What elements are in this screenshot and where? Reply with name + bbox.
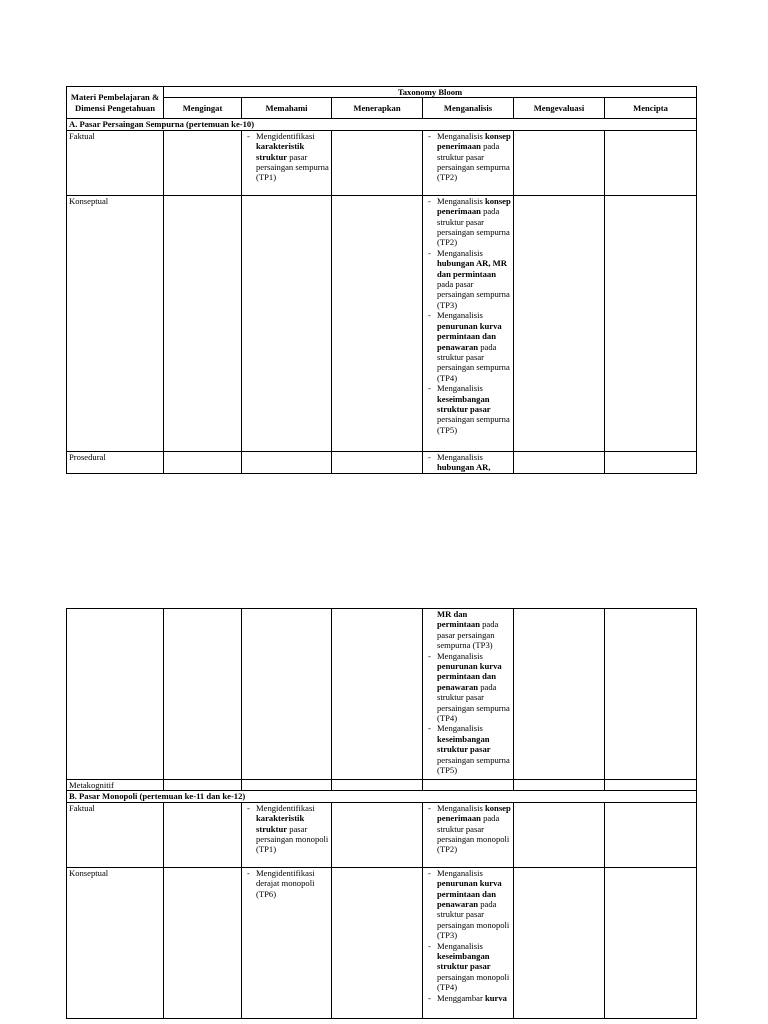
- objective-post: pada struktur pasar persaingan sempurna (TP4): [437, 681, 510, 724]
- objective-bold: karakteristik struktur: [256, 141, 305, 162]
- cell-a-prosedural-cont-mengingat: [164, 609, 242, 780]
- objective-post: persaingan monopoli (TP4): [437, 971, 510, 993]
- cell-a-metakognitif-menganalisis: [423, 780, 514, 791]
- objective-item: [425, 651, 511, 724]
- cell-b-konseptual-menerapkan: [332, 867, 423, 1018]
- objective-pre: Menganalisis: [437, 195, 485, 206]
- objective-pre: Menganalisis: [437, 802, 485, 813]
- cell-a-prosedural-cont-mencipta: [605, 609, 697, 780]
- cell-a-metakognitif-mencipta: [605, 780, 697, 791]
- cell-a-faktual-menerapkan: [332, 130, 423, 195]
- objective-post: pada struktur pasar persaingan monopoli (TP2): [437, 813, 510, 855]
- objective-bold: penurunan kurva permintaan dan penawaran: [437, 320, 502, 352]
- objective-item: [425, 196, 511, 248]
- objective-bold: keseimbangan struktur pasar: [437, 951, 491, 972]
- cell-b-faktual-menganalisis: [423, 802, 514, 867]
- objective-item: [425, 868, 511, 941]
- objective-pre: Menganalisis: [437, 867, 483, 878]
- objective-pre: Menganalisis: [437, 451, 483, 462]
- objective-item: [425, 310, 511, 383]
- cell-a-prosedural-cont-menganalisis: [423, 609, 514, 780]
- objective-item: [425, 248, 511, 310]
- objective-item: [244, 131, 329, 183]
- objective-bold: keseimbangan struktur pasar: [437, 733, 491, 755]
- cell-a-prosedural-mengevaluasi: [514, 451, 605, 473]
- objective-bold: konsep penerimaan: [437, 130, 511, 152]
- objective-pre: Menganalisis: [437, 650, 483, 661]
- cell-a-prosedural-cont-mengevaluasi: [514, 609, 605, 780]
- cell-a-prosedural-cont-menerapkan: [332, 609, 423, 780]
- objective-pre: Menggambar: [437, 992, 485, 1003]
- objective-post: pada struktur pasar persaingan monopoli (TP3): [437, 899, 510, 941]
- cell-a-prosedural-mencipta: [605, 451, 697, 473]
- header-menerapkan: Menerapkan: [332, 98, 423, 119]
- objective-bold: hubungan AR,: [437, 462, 491, 473]
- objective-post: pada pasar persaingan sempurna (TP3): [437, 279, 510, 310]
- cell-a-faktual-mencipta: [605, 130, 697, 195]
- objective-pre: Menganalisis: [437, 383, 483, 394]
- objective-post: pada pasar persaingan sempurna (TP3): [437, 619, 499, 651]
- cell-b-faktual-mengingat: [164, 802, 242, 867]
- cell-a-konseptual-mengevaluasi: [514, 195, 605, 451]
- objective-pre: Menganalisis: [437, 247, 483, 258]
- objective-item: [425, 383, 511, 435]
- cell-b-konseptual-mengevaluasi: [514, 867, 605, 1018]
- objective-pre: Mengidentifikasi: [256, 130, 315, 141]
- objective-post: pasar persaingan monopoli (TP1): [256, 823, 329, 855]
- objective-item: [425, 941, 511, 993]
- objective-bold: keseimbangan struktur pasar: [437, 393, 491, 414]
- objective-post: pada struktur pasar persaingan sempurna (TP2): [437, 206, 510, 248]
- objective-bold: penurunan kurva permintaan dan penawaran: [437, 878, 502, 910]
- cell-b-konseptual-mencipta: [605, 867, 697, 1018]
- cell-a-metakognitif-menerapkan: [332, 780, 423, 791]
- objective-post: pada struktur pasar persaingan sempurna (TP4): [437, 341, 510, 383]
- objective-bold: hubungan AR, MR dan permintaan: [437, 258, 507, 279]
- objective-bold: kurva: [484, 992, 507, 1003]
- bloom-table-part-2: [66, 608, 697, 1019]
- cell-a-faktual-mengingat: [164, 130, 242, 195]
- cell-a-prosedural-menganalisis: [423, 451, 514, 473]
- cell-b-faktual-menerapkan: [332, 802, 423, 867]
- dimension-konseptual: Konseptual: [67, 195, 164, 451]
- objective-bold: MR dan permintaan: [437, 609, 480, 630]
- header-mencipta: Mencipta: [605, 98, 697, 119]
- dimension-prosedural: Prosedural: [67, 451, 164, 473]
- dimension-konseptual-b: Konseptual: [67, 867, 164, 1018]
- objective-item: [244, 868, 329, 899]
- cell-b-faktual-mengevaluasi: [514, 802, 605, 867]
- objective-item: [425, 452, 511, 473]
- cell-a-prosedural-cont-memahami: [242, 609, 332, 780]
- cell-a-prosedural-memahami: [242, 451, 332, 473]
- objective-pre: Menganalisis: [437, 130, 485, 141]
- objective-pre: Menganalisis: [437, 310, 483, 321]
- cell-a-konseptual-memahami: [242, 195, 332, 451]
- cell-a-prosedural-cont-dimension: [67, 609, 164, 780]
- header-mengingat: Mengingat: [164, 98, 242, 119]
- objective-item: [244, 803, 329, 855]
- objective-item: [425, 993, 511, 1003]
- objective-pre: Menganalisis: [437, 723, 483, 734]
- header-mengevaluasi: Mengevaluasi: [514, 98, 605, 119]
- objective-pre: Mengidentifikasi: [256, 802, 315, 813]
- cell-a-metakognitif-memahami: [242, 780, 332, 791]
- objective-pre: Menganalisis: [437, 940, 483, 951]
- dimension-metakognitif: Metakognitif: [67, 780, 164, 791]
- section-a-title: A. Pasar Persaingan Sempurna (pertemuan ke-10): [67, 119, 697, 130]
- cell-a-faktual-memahami: [242, 130, 332, 195]
- cell-b-faktual-memahami: [242, 802, 332, 867]
- cell-a-faktual-mengevaluasi: [514, 130, 605, 195]
- cell-a-konseptual-menerapkan: [332, 195, 423, 451]
- objective-item: [425, 803, 511, 855]
- header-materi: Materi Pembelajaran & Dimensi Pengetahuan: [67, 87, 164, 119]
- cell-b-konseptual-memahami: [242, 867, 332, 1018]
- cell-a-faktual-menganalisis: [423, 130, 514, 195]
- header-menganalisis: Menganalisis: [423, 98, 514, 119]
- cell-b-konseptual-menganalisis: [423, 867, 514, 1018]
- dimension-faktual-b: Faktual: [67, 802, 164, 867]
- cell-a-konseptual-mencipta: [605, 195, 697, 451]
- objective-bold: konsep penerimaan: [437, 802, 511, 824]
- objective-item: [425, 723, 511, 775]
- objective-pre: Mengidentifikasi derajat monopoli (TP6): [256, 867, 315, 899]
- objective-item: [425, 609, 511, 651]
- cell-b-konseptual-mengingat: [164, 867, 242, 1018]
- objective-post: pasar persaingan sempurna (TP1): [256, 151, 329, 183]
- objective-bold: karakteristik struktur: [256, 813, 305, 834]
- cell-a-konseptual-mengingat: [164, 195, 242, 451]
- header-memahami: Memahami: [242, 98, 332, 119]
- objective-post: pada struktur pasar persaingan sempurna (TP2): [437, 141, 510, 183]
- section-b-title: B. Pasar Monopoli (pertemuan ke-11 dan ke-12): [67, 791, 697, 802]
- cell-a-konseptual-menganalisis: [423, 195, 514, 451]
- objective-item: [425, 131, 511, 183]
- cell-b-faktual-mencipta: [605, 802, 697, 867]
- bloom-table-part-1: [66, 86, 697, 474]
- cell-a-metakognitif-mengevaluasi: [514, 780, 605, 791]
- dimension-faktual: Faktual: [67, 130, 164, 195]
- cell-a-prosedural-menerapkan: [332, 451, 423, 473]
- objective-bold: konsep penerimaan: [437, 195, 511, 217]
- header-taxonomy-bloom: Taxonomy Bloom: [164, 87, 697, 98]
- objective-post: persaingan sempurna (TP5): [437, 754, 510, 776]
- cell-a-prosedural-mengingat: [164, 451, 242, 473]
- cell-a-metakognitif-mengingat: [164, 780, 242, 791]
- objective-post: persaingan sempurna (TP5): [437, 414, 510, 435]
- objective-bold: penurunan kurva permintaan dan penawaran: [437, 661, 502, 692]
